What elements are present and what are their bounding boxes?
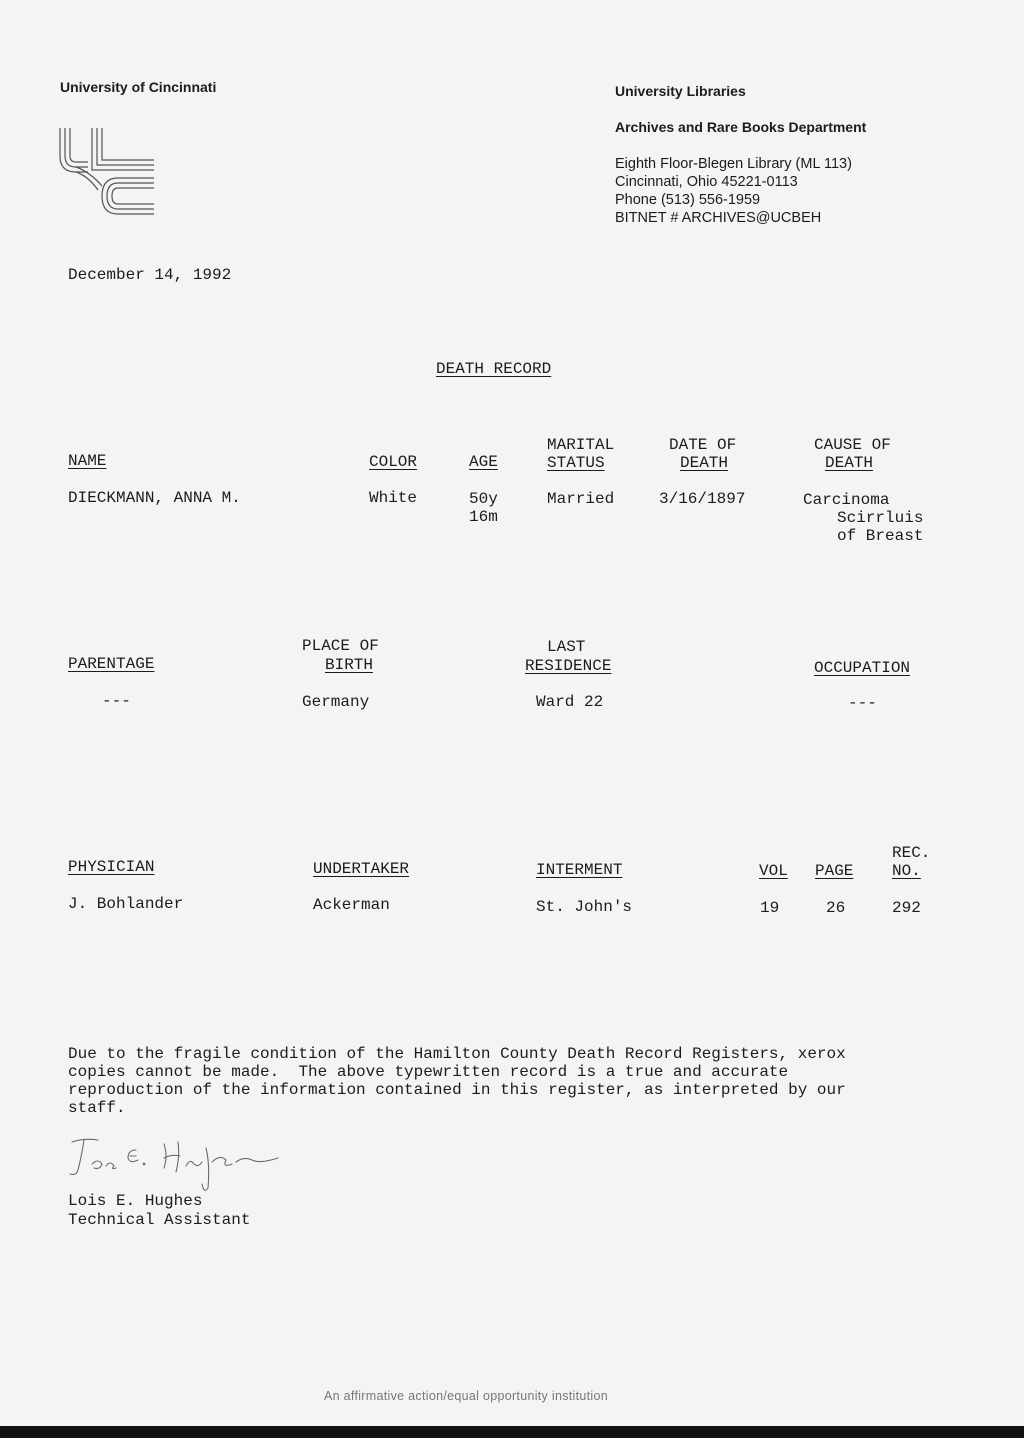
note-line-4: staff.	[68, 1099, 126, 1117]
header-undertaker: UNDERTAKER	[313, 860, 410, 878]
signatory-name: Lois E. Hughes	[68, 1192, 203, 1210]
header-interment: INTERMENT	[536, 861, 623, 879]
header-name: NAME	[68, 452, 107, 470]
value-marital: Married	[547, 490, 615, 508]
header-physician: PHYSICIAN	[68, 858, 155, 876]
value-parentage: ---	[102, 692, 131, 710]
value-color: White	[369, 489, 418, 507]
value-residence: Ward 22	[536, 693, 604, 711]
value-birth: Germany	[302, 693, 370, 711]
value-page: 26	[826, 899, 846, 917]
value-physician: J. Bohlander	[68, 895, 184, 913]
header-rec-line2: NO.	[892, 862, 921, 880]
header-date-line2: DEATH	[680, 454, 729, 472]
header-birth-line1: PLACE OF	[302, 637, 379, 655]
department-title: Archives and Rare Books Department	[615, 119, 867, 135]
scan-edge-bar	[0, 1426, 1024, 1438]
value-name: DIECKMANN, ANNA M.	[68, 489, 241, 507]
value-cause-line2: Scirrluis	[837, 509, 924, 527]
header-parentage: PARENTAGE	[68, 655, 155, 673]
uc-logo	[58, 126, 158, 222]
value-vol: 19	[760, 899, 780, 917]
note-line-1: Due to the fragile condition of the Hamilton County Death Record Registers, xerox	[68, 1045, 846, 1063]
address-line-4: BITNET # ARCHIVES@UCBEH	[615, 210, 822, 226]
header-marital-line2: STATUS	[547, 454, 605, 472]
value-interment: St. John's	[536, 898, 633, 916]
header-rec-line1: REC.	[892, 844, 931, 862]
value-age-line2: 16m	[469, 508, 498, 526]
value-age-line1: 50y	[469, 490, 498, 508]
header-date-line1: DATE OF	[669, 436, 737, 454]
signatory-role: Technical Assistant	[68, 1211, 251, 1229]
footer-text: An affirmative action/equal opportunity institution	[324, 1389, 608, 1403]
header-residence-line2: RESIDENCE	[525, 657, 612, 675]
address-line-2: Cincinnati, Ohio 45221-0113	[615, 174, 798, 190]
signature-image	[64, 1128, 294, 1198]
letter-date: December 14, 1992	[68, 266, 232, 284]
value-undertaker: Ackerman	[313, 896, 390, 914]
header-residence-line1: LAST	[547, 638, 586, 656]
note-line-3: reproduction of the information contained in this register, as interpreted by our	[68, 1081, 846, 1099]
address-line-1: Eighth Floor-Blegen Library (ML 113)	[615, 156, 852, 172]
value-rec: 292	[892, 899, 921, 917]
header-occupation: OCCUPATION	[814, 659, 911, 677]
header-vol: VOL	[759, 862, 788, 880]
address-line-3: Phone (513) 556-1959	[615, 192, 761, 208]
header-page: PAGE	[815, 862, 854, 880]
document-title: DEATH RECORD	[436, 360, 552, 378]
university-name: University of Cincinnati	[60, 79, 217, 95]
libraries-title: University Libraries	[615, 83, 746, 99]
value-date: 3/16/1897	[659, 490, 746, 508]
header-birth-line2: BIRTH	[325, 656, 374, 674]
value-occupation: ---	[848, 694, 877, 712]
note-line-2: copies cannot be made. The above typewritten record is a true and accurate	[68, 1063, 789, 1081]
header-cause-line1: CAUSE OF	[814, 436, 891, 454]
header-cause-line2: DEATH	[825, 454, 874, 472]
value-cause-line3: of Breast	[837, 527, 924, 545]
value-cause-line1: Carcinoma	[803, 491, 890, 509]
header-color: COLOR	[369, 453, 418, 471]
header-marital-line1: MARITAL	[547, 436, 615, 454]
header-age: AGE	[469, 453, 498, 471]
